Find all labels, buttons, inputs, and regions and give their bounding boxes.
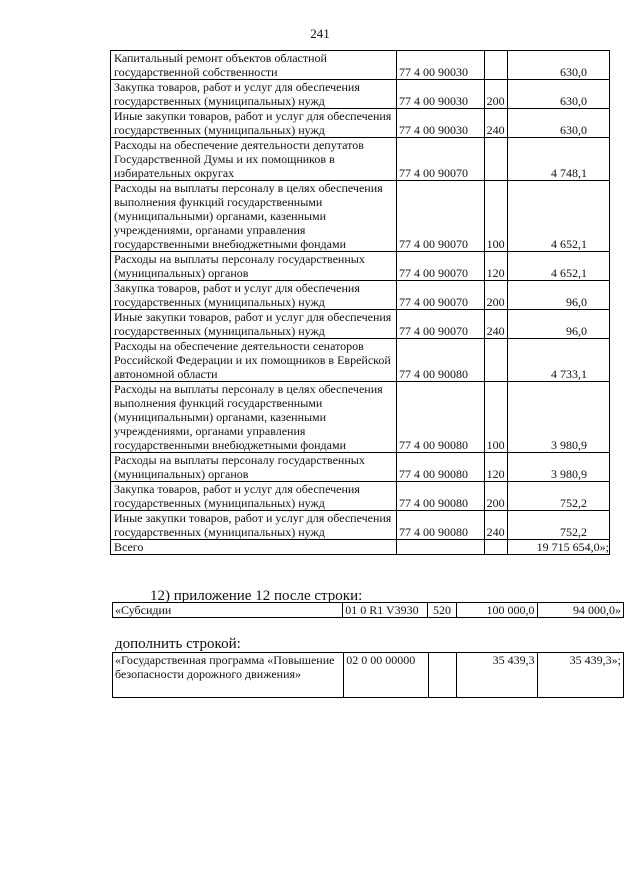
row-amount: 96,0 (507, 281, 609, 310)
program-code: 02 0 00 00000 (344, 653, 428, 698)
table-row (111, 310, 610, 339)
row-expense-type: 240 (484, 511, 507, 540)
program-name: «Государственная программа «Повышение безопасности дорожного движения» (113, 653, 344, 698)
row-code: 77 4 00 90080 (397, 453, 485, 482)
table-row (111, 138, 610, 181)
row-expense-type: 200 (484, 281, 507, 310)
row-amount: 752,2 (507, 511, 609, 540)
row-expense-type: 100 (484, 181, 507, 252)
table-row (111, 252, 610, 281)
total-label: Всего (111, 540, 397, 555)
row-expense-type (484, 339, 507, 382)
row-description: Расходы на обеспечение деятельности сенаторов Российской Федерации и их помощников в Еврейской автономной области (111, 339, 397, 382)
row-description: Расходы на выплаты персоналу в целях обеспечения выполнения функций государственными (муниципальными) органами, казенными учреждениями, органами управления государственными внебюджетными фондами (111, 382, 397, 453)
row-amount: 96,0 (507, 310, 609, 339)
row-expense-type: 200 (484, 482, 507, 511)
row-description: Закупка товаров, работ и услуг для обеспечения государственных (муниципальных) нужд (111, 80, 397, 109)
row-description: Иные закупки товаров, работ и услуг для обеспечения государственных (муниципальных) нужд (111, 310, 397, 339)
expenses-table-body (111, 51, 610, 555)
row-expense-type: 120 (484, 252, 507, 281)
row-code: 77 4 00 90070 (397, 310, 485, 339)
row-code: 77 4 00 90070 (397, 252, 485, 281)
row-expense-type: 120 (484, 453, 507, 482)
table-row (111, 109, 610, 138)
row-code: 77 4 00 90080 (397, 511, 485, 540)
table-row (113, 653, 624, 698)
row-amount: 4 748,1 (507, 138, 609, 181)
row-code: 77 4 00 90080 (397, 382, 485, 453)
row-code: 77 4 00 90030 (397, 51, 485, 80)
row-expense-type (484, 138, 507, 181)
table-row (111, 51, 610, 80)
table-row (111, 482, 610, 511)
table-row (111, 80, 610, 109)
row-description: Иные закупки товаров, работ и услуг для обеспечения государственных (муниципальных) нужд (111, 511, 397, 540)
total-empty-cell (397, 540, 485, 555)
row-amount: 630,0 (507, 109, 609, 138)
row-code: 77 4 00 90070 (397, 281, 485, 310)
table-row (111, 511, 610, 540)
row-code: 77 4 00 90030 (397, 80, 485, 109)
row-description: Закупка товаров, работ и услуг для обеспечения государственных (муниципальных) нужд (111, 281, 397, 310)
subsidy-name: «Субсидии (113, 603, 343, 618)
row-description: Расходы на выплаты персоналу государственных (муниципальных) органов (111, 252, 397, 281)
row-code: 77 4 00 90070 (397, 181, 485, 252)
row-description: Закупка товаров, работ и услуг для обеспечения государственных (муниципальных) нужд (111, 482, 397, 511)
total-empty-cell (484, 540, 507, 555)
table-row (113, 603, 624, 618)
row-expense-type: 100 (484, 382, 507, 453)
subsidy-vr: 520 (428, 603, 457, 618)
row-expense-type (484, 51, 507, 80)
appendix-12-heading: 12) приложение 12 после строки: (150, 588, 363, 604)
row-description: Капитальный ремонт объектов областной государственной собственности (111, 51, 397, 80)
table-row (111, 382, 610, 453)
table-row (111, 453, 610, 482)
program-amount-1: 35 439,3 (457, 653, 537, 698)
row-amount: 752,2 (507, 482, 609, 511)
add-row-heading: дополнить строкой: (115, 636, 241, 652)
row-amount: 3 980,9 (507, 453, 609, 482)
row-amount: 4 652,1 (507, 252, 609, 281)
table-row (111, 281, 610, 310)
row-expense-type: 240 (484, 109, 507, 138)
row-expense-type: 240 (484, 310, 507, 339)
program-amount-2: 35 439,3»; (537, 653, 623, 698)
row-description: Расходы на выплаты персоналу государственных (муниципальных) органов (111, 453, 397, 482)
row-code: 77 4 00 90070 (397, 138, 485, 181)
total-row (111, 540, 610, 555)
row-description: Расходы на выплаты персоналу в целях обеспечения выполнения функций государственными (муниципальными) органами, казенными учреждениями, органами управления государственными внебюджетными фондами (111, 181, 397, 252)
subsidy-amount-2: 94 000,0» (537, 603, 623, 618)
row-amount: 630,0 (507, 80, 609, 109)
program-vr (428, 653, 457, 698)
row-amount: 4 652,1 (507, 181, 609, 252)
row-amount: 3 980,9 (507, 382, 609, 453)
row-code: 77 4 00 90030 (397, 109, 485, 138)
row-description: Расходы на обеспечение деятельности депутатов Государственной Думы и их помощников в избирательных округах (111, 138, 397, 181)
row-description: Иные закупки товаров, работ и услуг для обеспечения государственных (муниципальных) нужд (111, 109, 397, 138)
subsidy-code: 01 0 R1 V3930 (343, 603, 428, 618)
row-code: 77 4 00 90080 (397, 482, 485, 511)
row-code: 77 4 00 90080 (397, 339, 485, 382)
row-expense-type: 200 (484, 80, 507, 109)
table-row (111, 339, 610, 382)
subsidy-amount-1: 100 000,0 (456, 603, 537, 618)
row-amount: 630,0 (507, 51, 609, 80)
table-row (111, 181, 610, 252)
program-table (112, 652, 624, 698)
expenses-table (110, 50, 610, 555)
page-number: 241 (310, 26, 330, 41)
total-amount: 19 715 654,0»; (507, 540, 609, 555)
subsidy-table (112, 602, 624, 618)
row-amount: 4 733,1 (507, 339, 609, 382)
